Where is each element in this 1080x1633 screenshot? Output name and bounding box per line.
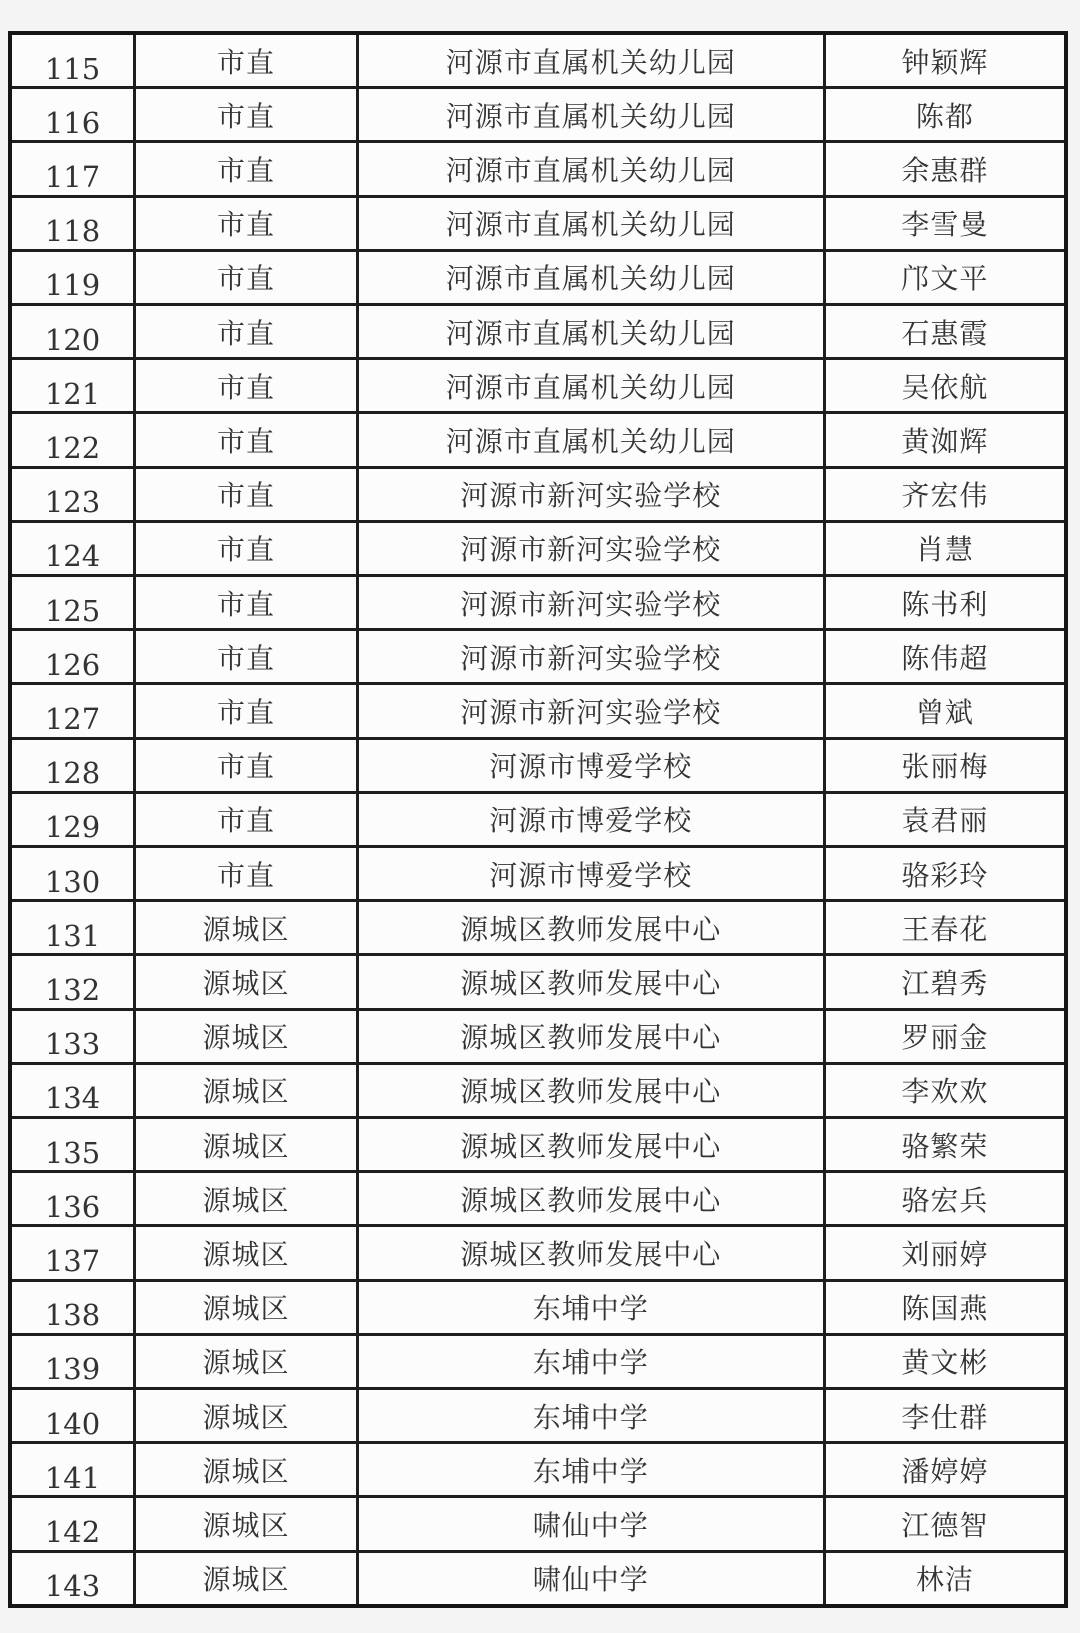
district-cell: 市直: [135, 88, 358, 142]
school-cell: 源城区教师发展中心: [357, 1063, 824, 1117]
table-row: [10, 521, 1066, 575]
row-index-cell: 136: [10, 1172, 135, 1226]
table-row: [10, 1443, 1066, 1497]
table-row: [10, 1172, 1066, 1226]
table-row: [10, 684, 1066, 738]
district-cell: 源城区: [135, 1334, 358, 1388]
row-index-cell: 134: [10, 1063, 135, 1117]
district-cell: 源城区: [135, 1063, 358, 1117]
table-row: [10, 630, 1066, 684]
district-cell: 源城区: [135, 1118, 358, 1172]
district-cell: 源城区: [135, 1009, 358, 1063]
row-index-cell: 125: [10, 576, 135, 630]
district-cell: 源城区: [135, 1443, 358, 1497]
school-cell: 河源市博爱学校: [357, 847, 824, 901]
name-cell: 余惠群: [824, 142, 1066, 196]
district-cell: 市直: [135, 576, 358, 630]
school-cell: 东埔中学: [357, 1280, 824, 1334]
school-cell: 河源市博爱学校: [357, 792, 824, 846]
name-cell: 黄洳辉: [824, 413, 1066, 467]
school-cell: 河源市新河实验学校: [357, 684, 824, 738]
table-row: [10, 738, 1066, 792]
table-row: [10, 88, 1066, 142]
district-cell: 源城区: [135, 1226, 358, 1280]
table-row: [10, 196, 1066, 250]
table-row: [10, 305, 1066, 359]
row-index-cell: 122: [10, 413, 135, 467]
school-cell: 啸仙中学: [357, 1551, 824, 1606]
table-row: [10, 250, 1066, 304]
name-cell: 齐宏伟: [824, 467, 1066, 521]
district-cell: 市直: [135, 196, 358, 250]
district-cell: 市直: [135, 142, 358, 196]
row-index-cell: 141: [10, 1443, 135, 1497]
table-row: [10, 1280, 1066, 1334]
name-cell: 江碧秀: [824, 955, 1066, 1009]
district-cell: 源城区: [135, 1497, 358, 1551]
school-cell: 河源市新河实验学校: [357, 467, 824, 521]
row-index-cell: 137: [10, 1226, 135, 1280]
school-cell: 源城区教师发展中心: [357, 1172, 824, 1226]
row-index-cell: 129: [10, 792, 135, 846]
district-cell: 市直: [135, 738, 358, 792]
name-cell: 袁君丽: [824, 792, 1066, 846]
district-cell: 市直: [135, 521, 358, 575]
table-row: [10, 901, 1066, 955]
roster-table-body: [10, 33, 1066, 1606]
row-index-cell: 132: [10, 955, 135, 1009]
school-cell: 河源市直属机关幼儿园: [357, 250, 824, 304]
school-cell: 东埔中学: [357, 1389, 824, 1443]
name-cell: 陈都: [824, 88, 1066, 142]
row-index-cell: 131: [10, 901, 135, 955]
school-cell: 河源市博爱学校: [357, 738, 824, 792]
school-cell: 东埔中学: [357, 1334, 824, 1388]
district-cell: 源城区: [135, 1551, 358, 1606]
row-index-cell: 142: [10, 1497, 135, 1551]
school-cell: 河源市直属机关幼儿园: [357, 142, 824, 196]
row-index-cell: 133: [10, 1009, 135, 1063]
roster-table-container: [8, 31, 1068, 1608]
district-cell: 市直: [135, 630, 358, 684]
school-cell: 源城区教师发展中心: [357, 1118, 824, 1172]
name-cell: 黄文彬: [824, 1334, 1066, 1388]
table-row: [10, 413, 1066, 467]
table-row: [10, 1497, 1066, 1551]
row-index-cell: 126: [10, 630, 135, 684]
name-cell: 吴依航: [824, 359, 1066, 413]
school-cell: 源城区教师发展中心: [357, 1009, 824, 1063]
district-cell: 市直: [135, 467, 358, 521]
name-cell: 骆宏兵: [824, 1172, 1066, 1226]
table-row: [10, 142, 1066, 196]
table-row: [10, 1334, 1066, 1388]
name-cell: 陈伟超: [824, 630, 1066, 684]
row-index-cell: 128: [10, 738, 135, 792]
table-row: [10, 792, 1066, 846]
row-index-cell: 140: [10, 1389, 135, 1443]
row-index-cell: 117: [10, 142, 135, 196]
row-index-cell: 119: [10, 250, 135, 304]
district-cell: 市直: [135, 359, 358, 413]
name-cell: 罗丽金: [824, 1009, 1066, 1063]
table-row: [10, 847, 1066, 901]
school-cell: 河源市直属机关幼儿园: [357, 33, 824, 88]
name-cell: 林洁: [824, 1551, 1066, 1606]
school-cell: 河源市直属机关幼儿园: [357, 305, 824, 359]
district-cell: 源城区: [135, 1389, 358, 1443]
school-cell: 源城区教师发展中心: [357, 1226, 824, 1280]
table-row: [10, 955, 1066, 1009]
name-cell: 潘婷婷: [824, 1443, 1066, 1497]
roster-table: [8, 31, 1068, 1608]
row-index-cell: 118: [10, 196, 135, 250]
district-cell: 市直: [135, 413, 358, 467]
row-index-cell: 124: [10, 521, 135, 575]
name-cell: 陈书利: [824, 576, 1066, 630]
row-index-cell: 127: [10, 684, 135, 738]
district-cell: 源城区: [135, 1172, 358, 1226]
district-cell: 市直: [135, 847, 358, 901]
name-cell: 李仕群: [824, 1389, 1066, 1443]
table-row: [10, 1009, 1066, 1063]
table-row: [10, 359, 1066, 413]
district-cell: 市直: [135, 792, 358, 846]
row-index-cell: 139: [10, 1334, 135, 1388]
table-row: [10, 33, 1066, 88]
school-cell: 河源市直属机关幼儿园: [357, 359, 824, 413]
school-cell: 源城区教师发展中心: [357, 955, 824, 1009]
school-cell: 河源市直属机关幼儿园: [357, 196, 824, 250]
row-index-cell: 123: [10, 467, 135, 521]
name-cell: 骆彩玲: [824, 847, 1066, 901]
school-cell: 河源市直属机关幼儿园: [357, 413, 824, 467]
school-cell: 河源市新河实验学校: [357, 576, 824, 630]
row-index-cell: 121: [10, 359, 135, 413]
row-index-cell: 138: [10, 1280, 135, 1334]
table-row: [10, 1226, 1066, 1280]
row-index-cell: 143: [10, 1551, 135, 1606]
name-cell: 张丽梅: [824, 738, 1066, 792]
row-index-cell: 116: [10, 88, 135, 142]
row-index-cell: 135: [10, 1118, 135, 1172]
district-cell: 源城区: [135, 1280, 358, 1334]
table-row: [10, 1551, 1066, 1606]
school-cell: 河源市新河实验学校: [357, 521, 824, 575]
row-index-cell: 130: [10, 847, 135, 901]
school-cell: 源城区教师发展中心: [357, 901, 824, 955]
district-cell: 源城区: [135, 955, 358, 1009]
name-cell: 曾斌: [824, 684, 1066, 738]
name-cell: 李欢欢: [824, 1063, 1066, 1117]
name-cell: 骆繁荣: [824, 1118, 1066, 1172]
table-row: [10, 467, 1066, 521]
name-cell: 邝文平: [824, 250, 1066, 304]
table-row: [10, 576, 1066, 630]
name-cell: 李雪曼: [824, 196, 1066, 250]
name-cell: 石惠霞: [824, 305, 1066, 359]
row-index-cell: 120: [10, 305, 135, 359]
table-row: [10, 1389, 1066, 1443]
name-cell: 陈国燕: [824, 1280, 1066, 1334]
district-cell: 市直: [135, 305, 358, 359]
school-cell: 河源市直属机关幼儿园: [357, 88, 824, 142]
table-row: [10, 1063, 1066, 1117]
district-cell: 市直: [135, 33, 358, 88]
district-cell: 市直: [135, 250, 358, 304]
table-row: [10, 1118, 1066, 1172]
name-cell: 刘丽婷: [824, 1226, 1066, 1280]
district-cell: 源城区: [135, 901, 358, 955]
name-cell: 王春花: [824, 901, 1066, 955]
school-cell: 河源市新河实验学校: [357, 630, 824, 684]
district-cell: 市直: [135, 684, 358, 738]
school-cell: 东埔中学: [357, 1443, 824, 1497]
row-index-cell: 115: [10, 33, 135, 88]
name-cell: 钟颖辉: [824, 33, 1066, 88]
school-cell: 啸仙中学: [357, 1497, 824, 1551]
name-cell: 江德智: [824, 1497, 1066, 1551]
name-cell: 肖慧: [824, 521, 1066, 575]
